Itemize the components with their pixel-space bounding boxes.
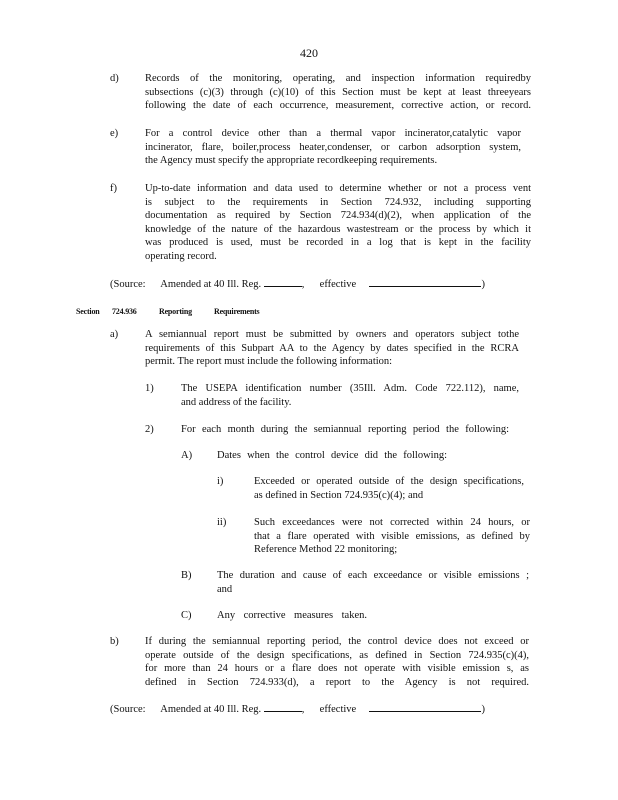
section-title-word-2: Requirements bbox=[214, 307, 260, 316]
text-line: For a control device other than a thermal vapor incinerator,catalytic vapor bbox=[145, 128, 521, 139]
item-label-e: e) bbox=[110, 128, 119, 139]
item-label-i: i) bbox=[217, 476, 224, 487]
paragraph-d bbox=[145, 72, 531, 113]
effective-blank bbox=[369, 702, 481, 712]
item-label-ii: ii) bbox=[217, 517, 227, 528]
text-line: documentation as required by Section 724.934(d)(2), when application of the bbox=[145, 210, 531, 222]
section-number: 724.936 bbox=[112, 307, 137, 316]
source-effective: effective bbox=[319, 704, 357, 715]
text-line: knowledge of the nature of the hazardous wastestream or the process by which it bbox=[145, 223, 531, 235]
page-number: 420 bbox=[300, 46, 318, 60]
text-line: Any corrective measures taken. bbox=[217, 610, 367, 621]
source-sep: , bbox=[301, 704, 305, 715]
text-line: Up-to-date information and data used to determine whether or not a process vent bbox=[145, 183, 531, 194]
paragraph-ii bbox=[254, 516, 530, 557]
text-line: Reference Method 22 monitoring; bbox=[254, 544, 398, 556]
source-amended: Amended at 40 Ill. Reg. bbox=[160, 704, 262, 715]
source-note bbox=[110, 277, 485, 292]
item-label-d: d) bbox=[110, 73, 119, 84]
text-line: requirements of this Subpart AA to the Agency by dates specified in the RCRA bbox=[145, 342, 519, 354]
text-line: A semiannual report must be submitted by owners and operators subject tothe bbox=[145, 329, 519, 340]
text-line: the Agency must specify the appropriate recordkeeping requirements. bbox=[145, 155, 438, 167]
text-line: defined in Section 724.933(d), a report to the Agency is not required. bbox=[145, 676, 529, 688]
item-label-2: 2) bbox=[145, 424, 154, 435]
paragraph-e bbox=[145, 127, 521, 168]
text-line: operate outside of the design specifications, as defined in Section 724.935(c)(4), bbox=[145, 649, 529, 661]
text-line: as defined in Section 724.935(c)(4); and bbox=[254, 489, 424, 501]
source-amended: Amended at 40 Ill. Reg. bbox=[160, 279, 262, 290]
text-line: permit. The report must include the following information: bbox=[145, 356, 393, 368]
text-line: The USEPA identification number (35Ill. Adm. Code 722.112), name, bbox=[181, 383, 519, 394]
text-line: that a flare operated with visible emissions, as defined by bbox=[254, 530, 530, 542]
source-prefix: (Source: bbox=[110, 279, 146, 290]
text-line: The duration and cause of each exceedance or visible emissions ; bbox=[217, 570, 529, 581]
section-word: Section bbox=[76, 307, 100, 316]
text-line: For each month during the semiannual reporting period the following: bbox=[181, 424, 509, 435]
text-line: Such exceedances were not corrected within 24 hours, or bbox=[254, 517, 530, 528]
paragraph-A bbox=[217, 449, 447, 463]
item-label-B: B) bbox=[181, 570, 192, 581]
paragraph-b bbox=[145, 635, 529, 689]
text-line: incinerator, flare, boiler,process heater,condenser, or carbon adsorption system, bbox=[145, 141, 521, 153]
text-line: Dates when the control device did the following: bbox=[217, 450, 447, 461]
item-label-A: A) bbox=[181, 450, 193, 461]
source-close: ) bbox=[481, 704, 485, 715]
paragraph-2 bbox=[181, 423, 509, 437]
text-line: Records of the monitoring, operating, and inspection information requiredby bbox=[145, 73, 531, 84]
paragraph-f bbox=[145, 182, 531, 264]
item-label-f: f) bbox=[110, 183, 117, 194]
text-line: is subject to the requirements in Section 724.932, including supporting bbox=[145, 196, 531, 208]
text-line: If during the semiannual reporting period, the control device does not exceed or bbox=[145, 636, 529, 647]
text-line: Exceeded or operated outside of the design specifications, bbox=[254, 476, 524, 487]
source-note bbox=[110, 702, 485, 717]
text-line: and bbox=[217, 583, 233, 595]
section-title-word-1: Reporting bbox=[159, 307, 192, 316]
text-line: subsections (c)(3) through (c)(10) of this Section must be kept at least threeyears bbox=[145, 86, 531, 98]
source-sep: , bbox=[301, 279, 305, 290]
text-line: for more than 24 hours or a flare does not operate with visible emission s, as bbox=[145, 663, 529, 675]
paragraph-1 bbox=[181, 382, 519, 409]
paragraph-i bbox=[254, 475, 524, 502]
paragraph-a bbox=[145, 328, 519, 369]
source-prefix: (Source: bbox=[110, 704, 146, 715]
item-label-C: C) bbox=[181, 610, 192, 621]
paragraph-B bbox=[217, 569, 529, 596]
text-line: and address of the facility. bbox=[181, 396, 292, 408]
item-label-1: 1) bbox=[145, 383, 154, 394]
effective-blank bbox=[369, 277, 481, 287]
item-label-a: a) bbox=[110, 329, 119, 340]
paragraph-C bbox=[217, 609, 367, 623]
text-line: operating record. bbox=[145, 250, 217, 262]
source-effective: effective bbox=[319, 279, 357, 290]
reg-blank bbox=[264, 702, 302, 712]
text-line: following the date of each occurrence, measurement, corrective action, or record. bbox=[145, 100, 531, 112]
text-line: was produced is used, must be recorded in a log that is kept in the facility bbox=[145, 237, 531, 249]
source-close: ) bbox=[481, 279, 485, 290]
reg-blank bbox=[264, 277, 302, 287]
item-label-b: b) bbox=[110, 636, 119, 647]
